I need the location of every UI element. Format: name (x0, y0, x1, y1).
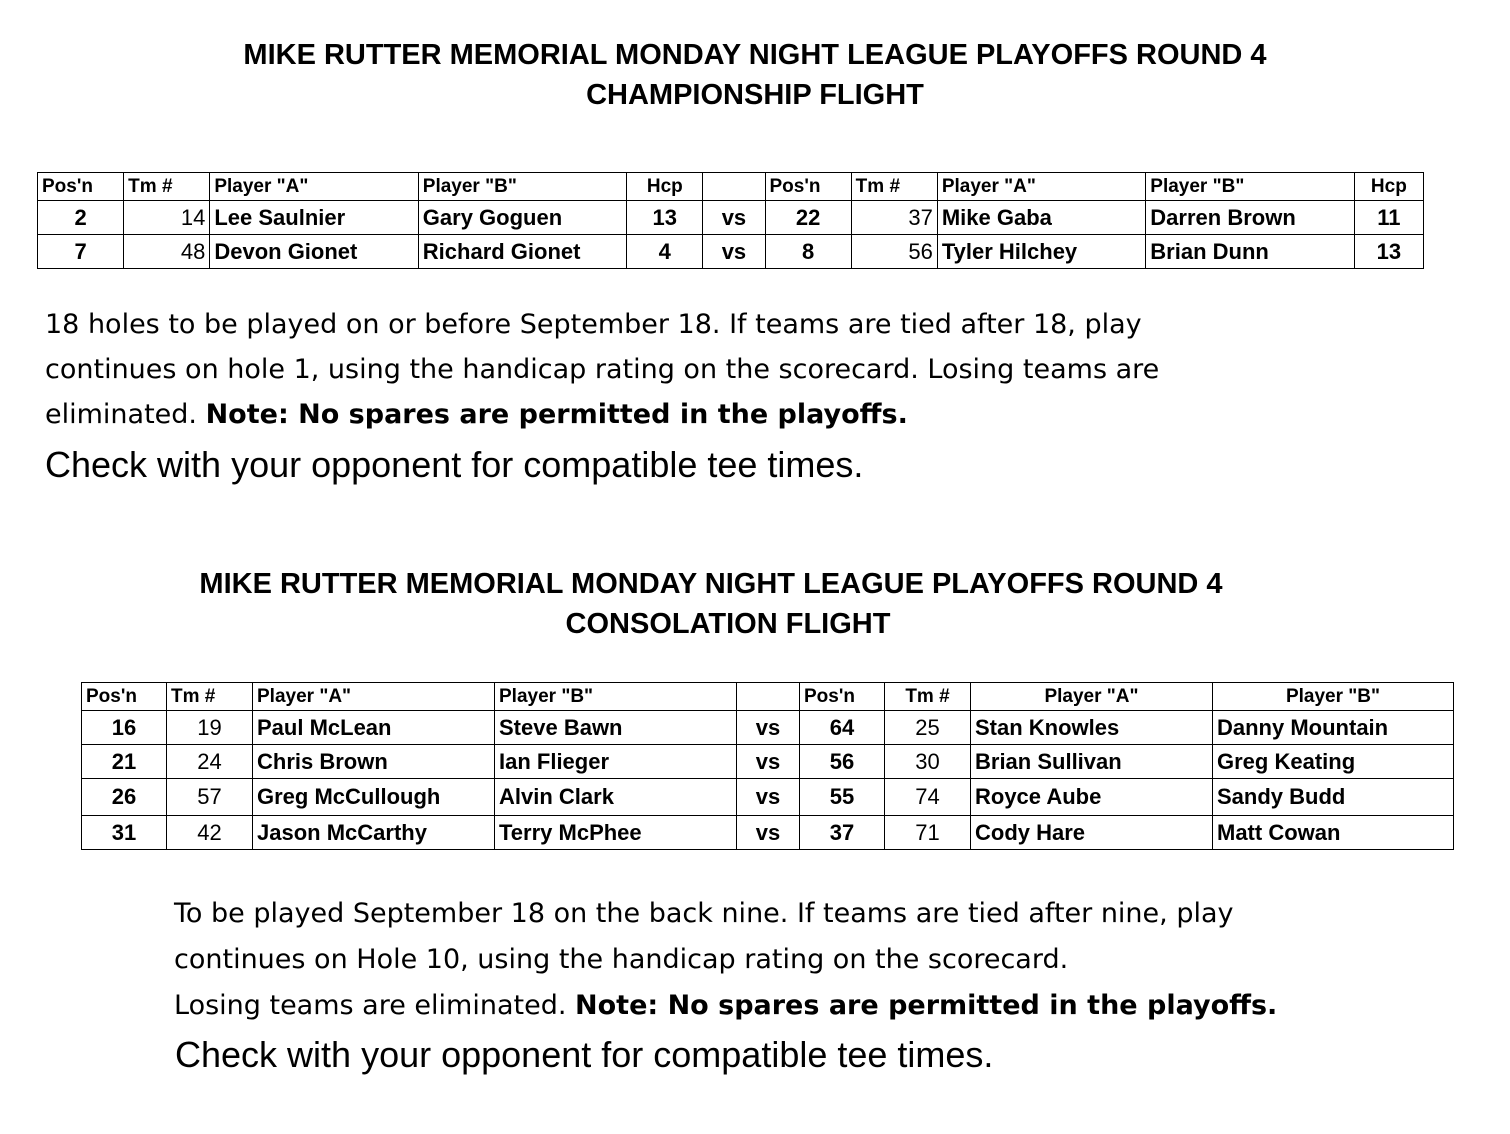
vs-cell: vs (703, 235, 765, 269)
player-a-cell: Stan Knowles (971, 711, 1213, 745)
player-a-cell: Jason McCarthy (253, 816, 495, 850)
pos-cell: 21 (82, 745, 167, 779)
championship-subtitle: CHAMPIONSHIP FLIGHT (586, 79, 924, 111)
consolation-subtitle: CONSOLATION FLIGHT (565, 608, 891, 640)
consolation-notes (174, 891, 1277, 1029)
player-b-cell: Gary Goguen (418, 201, 626, 235)
note-warning: Note: No spares are permitted in the playoffs. (575, 990, 1278, 1021)
player-a-cell: Mike Gaba (937, 201, 1145, 235)
note-line: continues on hole 1, using the handicap rating on the scorecard. Losing teams are (45, 354, 1160, 385)
vs-cell: vs (737, 745, 800, 779)
player-b-cell: Richard Gionet (418, 235, 626, 269)
pos-cell: 37 (800, 816, 885, 850)
player-b-cell: Matt Cowan (1213, 816, 1454, 850)
vs-cell: vs (737, 779, 800, 816)
table-row (38, 201, 1424, 235)
vs-cell: vs (737, 816, 800, 850)
consolation-table (81, 682, 1454, 850)
player-b-cell: Brian Dunn (1146, 235, 1354, 269)
pos-cell: 26 (82, 779, 167, 816)
hcp-cell: 13 (627, 201, 703, 235)
vs-cell: vs (737, 711, 800, 745)
player-b-cell: Terry McPhee (495, 816, 737, 850)
team-cell: 48 (124, 235, 210, 269)
header-cell: Hcp (627, 173, 703, 201)
note-text: Losing teams are eliminated. (174, 990, 576, 1021)
hcp-cell: 4 (627, 235, 703, 269)
table-row (82, 711, 1454, 745)
note-line: continues on Hole 10, using the handicap rating on the scorecard. (174, 944, 1069, 975)
header-cell: Pos'n (38, 173, 124, 201)
table-row (82, 745, 1454, 779)
header-cell: Pos'n (82, 683, 167, 711)
table-row (82, 779, 1454, 816)
consolation-tee-times-note: Check with your opponent for compatible tee times. (175, 1034, 994, 1075)
pos-cell: 16 (82, 711, 167, 745)
team-cell: 56 (851, 235, 937, 269)
player-a-cell: Tyler Hilchey (937, 235, 1145, 269)
player-b-cell: Danny Mountain (1213, 711, 1454, 745)
header-cell: Pos'n (765, 173, 851, 201)
table-header-row (38, 173, 1424, 201)
consolation-title: MIKE RUTTER MEMORIAL MONDAY NIGHT LEAGUE PLAYOFFS ROUND 4 (199, 568, 1223, 600)
header-cell (703, 173, 765, 201)
championship-table (37, 172, 1424, 269)
player-a-cell: Paul McLean (253, 711, 495, 745)
team-cell: 37 (851, 201, 937, 235)
header-cell: Pos'n (800, 683, 885, 711)
table-row (38, 235, 1424, 269)
player-b-cell: Steve Bawn (495, 711, 737, 745)
header-cell: Player "B" (1146, 173, 1354, 201)
player-a-cell: Chris Brown (253, 745, 495, 779)
player-a-cell: Royce Aube (971, 779, 1213, 816)
player-a-cell: Devon Gionet (210, 235, 418, 269)
player-b-cell: Darren Brown (1146, 201, 1354, 235)
player-a-cell: Greg McCullough (253, 779, 495, 816)
header-cell: Tm # (124, 173, 210, 201)
note-line (174, 983, 1277, 1029)
pos-cell: 55 (800, 779, 885, 816)
header-cell: Hcp (1354, 173, 1423, 201)
note-line: To be played September 18 on the back nine. If teams are tied after nine, play (174, 898, 1234, 929)
header-cell: Player "A" (210, 173, 418, 201)
team-cell: 14 (124, 201, 210, 235)
header-cell: Player "A" (937, 173, 1145, 201)
table-header-row (82, 683, 1454, 711)
pos-cell: 56 (800, 745, 885, 779)
championship-notes (45, 302, 1159, 437)
header-cell: Player "A" (971, 683, 1213, 711)
pos-cell: 2 (38, 201, 124, 235)
note-warning: Note: No spares are permitted in the playoffs. (205, 399, 908, 430)
header-cell: Tm # (167, 683, 253, 711)
player-b-cell: Ian Flieger (495, 745, 737, 779)
championship-title: MIKE RUTTER MEMORIAL MONDAY NIGHT LEAGUE PLAYOFFS ROUND 4 (243, 39, 1267, 71)
vs-cell: vs (703, 201, 765, 235)
note-text: eliminated. (45, 399, 206, 430)
pos-cell: 8 (765, 235, 851, 269)
player-b-cell: Sandy Budd (1213, 779, 1454, 816)
pos-cell: 31 (82, 816, 167, 850)
header-cell (737, 683, 800, 711)
team-cell: 25 (885, 711, 971, 745)
header-cell: Tm # (885, 683, 971, 711)
header-cell: Tm # (851, 173, 937, 201)
player-b-cell: Alvin Clark (495, 779, 737, 816)
player-a-cell: Brian Sullivan (971, 745, 1213, 779)
player-a-cell: Cody Hare (971, 816, 1213, 850)
player-a-cell: Lee Saulnier (210, 201, 418, 235)
team-cell: 24 (167, 745, 253, 779)
note-line: 18 holes to be played on or before September 18. If teams are tied after 18, play (45, 309, 1142, 340)
pos-cell: 7 (38, 235, 124, 269)
header-cell: Player "B" (495, 683, 737, 711)
player-b-cell: Greg Keating (1213, 745, 1454, 779)
team-cell: 42 (167, 816, 253, 850)
team-cell: 74 (885, 779, 971, 816)
pos-cell: 22 (765, 201, 851, 235)
header-cell: Player "B" (418, 173, 626, 201)
pos-cell: 64 (800, 711, 885, 745)
championship-tee-times-note: Check with your opponent for compatible tee times. (45, 444, 864, 485)
team-cell: 19 (167, 711, 253, 745)
team-cell: 71 (885, 816, 971, 850)
hcp-cell: 11 (1354, 201, 1423, 235)
header-cell: Player "A" (253, 683, 495, 711)
table-row (82, 816, 1454, 850)
team-cell: 57 (167, 779, 253, 816)
hcp-cell: 13 (1354, 235, 1423, 269)
team-cell: 30 (885, 745, 971, 779)
note-line (45, 392, 1159, 437)
header-cell: Player "B" (1213, 683, 1454, 711)
